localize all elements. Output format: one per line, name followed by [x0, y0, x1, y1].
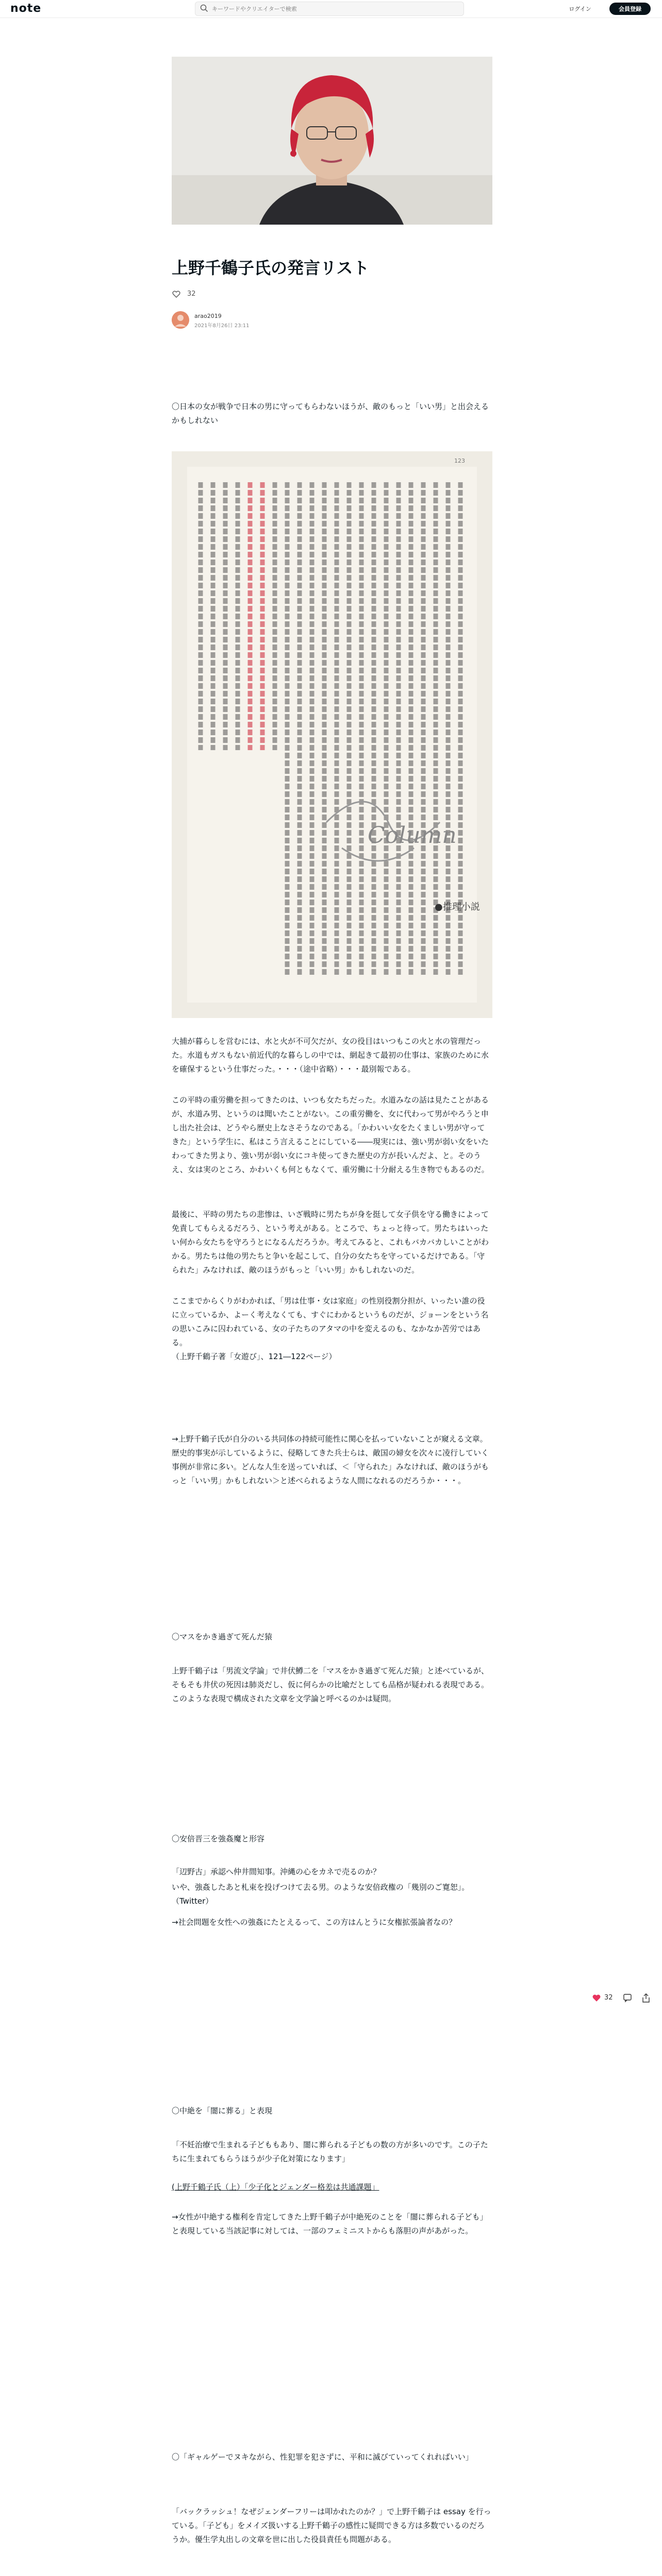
post-date: 2021年8月26日 23:11 — [194, 323, 250, 329]
section-heading: 〇安倍晋三を強姦魔と形容 — [172, 1834, 265, 1843]
section-heading: 〇マスをかき過ぎて死んだ猿 — [172, 1632, 273, 1641]
like-count: 32 — [187, 290, 196, 298]
paragraph: ここまでからくりがわかれば、「男は仕事・女は家庭」の性別役割分担が、いったい誰の役に立っているか、よーく考えなくても、すぐにわかるというものだが、ジョーンをという名の思いこみに囚われている、女の子たちのアタマの中を変えるのも、なかなか苦労ではある。 — [172, 1296, 489, 1347]
book-page-scan — [172, 451, 492, 1018]
source-link-paragraph — [172, 2180, 492, 2194]
like-count: 32 — [604, 1994, 613, 2002]
hero-image — [172, 57, 492, 225]
note-logo[interactable]: note — [10, 2, 42, 15]
section-heading: 〇日本の女が戦争で日本の男に守ってもらわないほうが、敵のもっと「いい男」と出会えるかもしれない — [172, 402, 489, 425]
paragraph: この平時の重労働を担ってきたのは、いつも女たちだった。水道みなの話は見たことがあるが、水道み男、というのは聞いたことがない。この重労働を、女に代わって男がやろうと申し出た社会は、どうやら歴史上なさそうなのである。「かわいい女をたくましい男が守ってきた」という学生に、私はこう言えることにしている――現実には、強い男が弱い女をいたわってきた男より、強い男が弱い女にコキ使ってきた歴史の方が長いんだよ、と。そのうえ、女は実のところ、かわいくも何ともなくて、重労働に十分耐える生き物でもあるのだ。 — [172, 1095, 489, 1174]
paragraph: 「辺野古」承認へ仲井間知事。沖縄の心をカネで売るのか？ — [172, 1867, 381, 1876]
scan-label: Column — [368, 822, 457, 849]
section-heading: 〇中絶を「闇に葬る」と表現 — [172, 2106, 273, 2115]
comment-paragraph: →上野千鶴子氏が自分のいる共同体の持続可能性に関心を払っていないことが窺える文章。歴史的事実が示しているように、侵略してきた兵士らは、敵国の婦女を次々に凌行していく事例が非常に多い。どんな人生を送っていれば、＜「守られた」みなければ、敵のほうがもっと「いい男」かもしれない＞と述べられるような人間になれるのだろうか・・・。 — [172, 1434, 489, 1485]
paragraph: 大捕が暮らしを営むには、水と火が不可欠だが、女の役目はいつもこの火と水の管理だった。水道もガスもない前近代的な暮らしの中では、網起きて最初の仕事は、家族のために水を確保するという仕事だった。・・・（途中省略）・・・最別報である。 — [172, 1037, 489, 1074]
avatar[interactable] — [172, 311, 189, 329]
scan-caption: ●推理小説 — [435, 902, 480, 912]
paragraph: いや、強姦したあと札束を投げつけて去る男。のような安倍政権の「幾別のご寛恕」。（Twitter） — [172, 1883, 470, 1906]
heart-icon[interactable] — [592, 1993, 601, 2003]
paragraph: 「不妊治療で生まれる子どももあり、闇に葬られる子どもの数の方が多いのです。この子たちに生まれてもらうほうが少子化対策になります」 — [172, 2140, 488, 2163]
heart-icon[interactable] — [172, 290, 181, 299]
paragraph: 上野千鶴子は「男流文学論」で井伏鱒二を「マスをかき過ぎて死んだ猿」と述べているが、そもそも井伏の死因は肺炎だし、仮に何らかの比喩だとしても品格が疑われる表現である。このような表現で構成された文章を文学論と呼べるのかは疑問。 — [172, 1666, 489, 1703]
section-heading: 〇「ギャルゲーでヌキながら、性犯罪を犯さずに、平和に滅びていってくれればいい」 — [172, 2452, 473, 2462]
paragraph: 最後に、平時の男たちの悲惨は、いざ戦時に男たちが身を挺して女子供を守る働きによって免責してもらえるだろう、という考えがある。ところで、ちょっと待って。男たちはいったい何から女たちを守ろうとになるんだろうか。考えてみると、これもバカバカしいことがわかる。男たちは他の男たちと争いを起こして、自分の女たちを守っているだけである。「守られた」みなければ、敵のほうがもっと「いい男」かもしれないのだ。 — [172, 1210, 489, 1275]
login-button[interactable]: ログイン — [563, 3, 597, 15]
comment-paragraph: →社会問題を女性への強姦にたとえるって、この方はんとうに女権拡張論者なの？ — [172, 1918, 457, 1927]
paragraph: 「バックラッシュ！なぜジェンダーフリーは叩かれたのか？」で上野千鶴子は essay を行っている。「子ども」をメイズ扱いする上野千鶴子の感性に疑問できる方は多数でいるのだろうか。優生学丸出しの文章を世に出した役員責任も問題がある。 — [172, 2507, 491, 2544]
scan-page-number: 123 — [454, 457, 465, 464]
source-link[interactable]: (上野千鶴子氏（上）「少子化とジェンダー格差は共通課題」 — [172, 2182, 379, 2192]
citation: （上野千鶴子著「女遊び」、121―122ページ） — [172, 1352, 337, 1361]
author-block[interactable] — [172, 311, 326, 332]
site-header — [0, 0, 662, 18]
signup-button[interactable]: 会員登録 — [609, 3, 651, 15]
comment-icon[interactable] — [623, 1993, 632, 2003]
search-box[interactable] — [195, 2, 464, 16]
author-name[interactable]: arao2019 — [194, 313, 222, 319]
search-icon — [200, 4, 209, 13]
article-title: 上野千鶴子氏の発言リスト — [172, 258, 370, 278]
search-input[interactable] — [211, 3, 455, 14]
share-icon[interactable] — [641, 1993, 651, 2003]
comment-paragraph: →女性が中絶する権利を肯定してきた上野千鶴子が中絶死のことを「闇に葬られる子ども」と表現している当該記事に対しては、一部のフェミニストからも落胆の声があがった。 — [172, 2212, 488, 2235]
floating-action-bar — [592, 1992, 659, 2005]
